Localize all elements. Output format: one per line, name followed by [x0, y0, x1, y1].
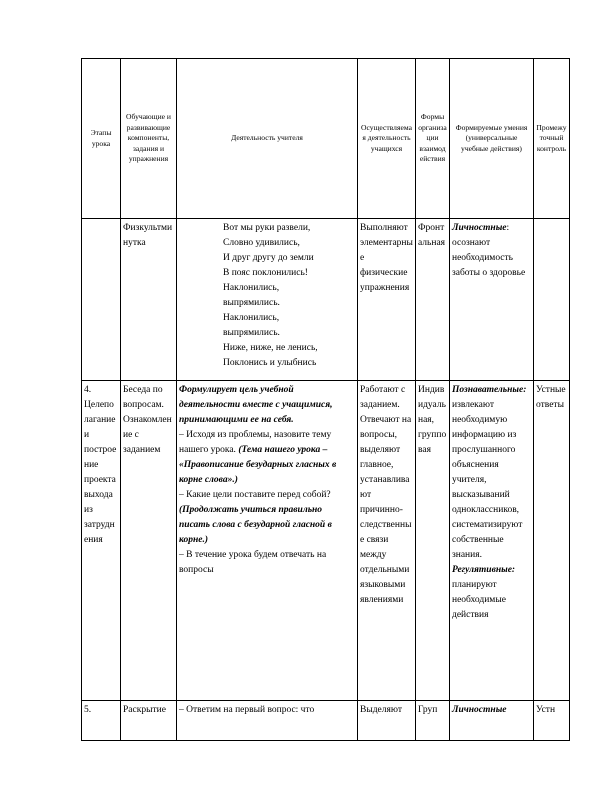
poem-line: В пояс поклонились! [223, 268, 308, 278]
skills-label: Личностные [452, 705, 507, 715]
poem-line: Вот мы руки развели, [223, 223, 311, 233]
skills-label: Познавательные: [452, 385, 527, 395]
header-teacher: Деятельность учителя [177, 59, 358, 219]
teacher-question-3: – В течение урока будем отвечать на вопросы [179, 550, 327, 575]
header-control: Промежуточный контроль [534, 59, 570, 219]
skills-text: извлекают необходимую информацию из прослушанного объяснения учителя, высказываний одноклассников, систематизируют собственные знания. [452, 400, 523, 560]
poem-line: И друг другу до земли [223, 253, 314, 263]
cell-components: Физкультминутка [121, 219, 177, 381]
cell-stage: 5. [82, 701, 121, 741]
cell-teacher: – Ответим на первый вопрос: что [177, 701, 358, 741]
cell-control [534, 219, 570, 381]
table-row [82, 701, 570, 741]
poem-line: Ниже, ниже, не ленись, [223, 343, 318, 353]
cell-teacher-poem [177, 219, 358, 381]
cell-components: Беседа по вопросам. Ознакомление с заданием [121, 381, 177, 701]
table-row [82, 219, 570, 381]
cell-skills [450, 701, 534, 741]
cell-skills [450, 219, 534, 381]
header-stage: Этапы урока [82, 59, 121, 219]
header-skills: Формируемые умения (универсальные учебные действия) [450, 59, 534, 219]
cell-forms: Индивидуальная, групповая [416, 381, 450, 701]
skills-label: Личностные [452, 223, 507, 233]
cell-stage [82, 219, 121, 381]
lesson-plan-table [81, 58, 570, 741]
skills-text: : осознают необходимость заботы о здоровье [452, 223, 526, 278]
poem-line: Наклонились, [223, 313, 280, 323]
poem-line: выпрямились. [223, 298, 280, 308]
cell-teacher [177, 381, 358, 701]
teacher-question-1: – Исходя из проблемы, назовите тему нашего урока. [179, 430, 332, 455]
cell-forms: Груп [416, 701, 450, 741]
cell-stage: 4. Целеполагание и построение проекта выхода из затруднения [82, 381, 121, 701]
header-components: Обучающие и развивающие компоненты, задания и упражнения [121, 59, 177, 219]
cell-control: Устн [534, 701, 570, 741]
skills-label-2: Регулятивные: [452, 565, 516, 575]
poem-line: Словно удивились, [223, 238, 300, 248]
cell-students: Выполняют элементарные физические упражнения [358, 219, 416, 381]
header-forms: Формы организации взаимодействия [416, 59, 450, 219]
cell-components: Раскрытие [121, 701, 177, 741]
teacher-answer-2: (Продолжать учиться правильно писать слова с безударной гласной в корне.) [179, 505, 332, 545]
cell-forms: Фронтальная [416, 219, 450, 381]
header-students: Осуществляемая деятельность учащихся [358, 59, 416, 219]
poem-line: Поклонись и улыбнись [223, 358, 317, 368]
skills-text-2: планируют необходимые действия [452, 580, 506, 620]
cell-students: Работают с заданием. Отвечают на вопросы, выделяют главное, устанавливают причинно-следственные связи между отдельными языковыми явлениями [358, 381, 416, 701]
cell-control: Устные ответы [534, 381, 570, 701]
poem-line: выпрямились. [223, 328, 280, 338]
table-header-row [82, 59, 570, 219]
teacher-question-2: – Какие цели поставите перед собой? [179, 490, 331, 500]
teacher-answer-1: (Тема нашего урока – «Правописание безударных гласных в корне слова».) [179, 445, 337, 485]
cell-skills [450, 381, 534, 701]
teacher-intro: Формулирует цель учебной деятельности вместе с учащимися, принимающими ее на себя. [179, 385, 333, 425]
cell-students: Выделяют [358, 701, 416, 741]
poem-line: Наклонились, [223, 283, 280, 293]
table-row [82, 381, 570, 701]
